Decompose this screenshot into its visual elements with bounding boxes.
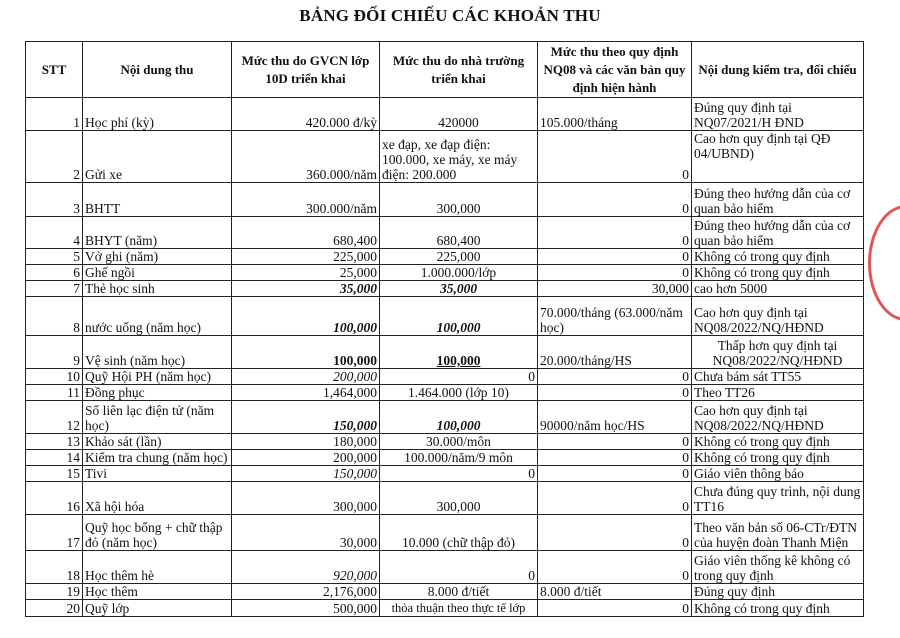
cell-stt: 2 [26, 131, 83, 183]
cell-regulation: 0 [538, 369, 692, 385]
table-row [26, 336, 864, 369]
cell-stt: 1 [26, 98, 83, 131]
table-row [26, 98, 864, 131]
cell-stt: 19 [26, 584, 83, 600]
cell-check: Cao hơn quy định tại NQ08/2022/NQ/HĐND [692, 401, 864, 434]
table-row [26, 515, 864, 551]
cell-stt: 7 [26, 281, 83, 297]
cell-stt: 10 [26, 369, 83, 385]
cell-content: Tivi [83, 466, 232, 482]
cell-check: Thấp hơn quy định tại NQ08/2022/NQ/HĐND [692, 336, 864, 369]
cell-school: 0 [380, 369, 538, 385]
cell-regulation: 0 [538, 265, 692, 281]
cell-regulation: 0 [538, 515, 692, 551]
table-row [26, 434, 864, 450]
cell-check: Cao hơn quy định tại NQ08/2022/NQ/HĐND [692, 297, 864, 336]
cell-stt: 16 [26, 482, 83, 515]
cell-school: 100,000 [380, 401, 538, 434]
cell-stt: 3 [26, 183, 83, 217]
cell-check: Theo TT26 [692, 385, 864, 401]
cell-check: cao hơn 5000 [692, 281, 864, 297]
cell-school: 100,000 [380, 336, 538, 369]
header-gvcn: Mức thu do GVCN lớp 10D triển khai [232, 42, 380, 98]
table-row [26, 401, 864, 434]
cell-gvcn: 35,000 [232, 281, 380, 297]
cell-check: Giáo viên thống kê không có trong quy định [692, 551, 864, 584]
cell-content: Học thêm hè [83, 551, 232, 584]
cell-stt: 13 [26, 434, 83, 450]
cell-stt: 15 [26, 466, 83, 482]
cell-content: Kiểm tra chung (năm học) [83, 450, 232, 466]
cell-gvcn: 200,000 [232, 450, 380, 466]
cell-content: Quỹ lớp [83, 600, 232, 617]
header-school: Mức thu do nhà trường triển khai [380, 42, 538, 98]
cell-regulation: 0 [538, 385, 692, 401]
cell-content: Ghế ngồi [83, 265, 232, 281]
table-row [26, 183, 864, 217]
cell-content: BHYT (năm) [83, 217, 232, 249]
table-row [26, 551, 864, 584]
cell-school: 100,000 [380, 297, 538, 336]
cell-check: Không có trong quy định [692, 265, 864, 281]
cell-stt: 17 [26, 515, 83, 551]
cell-regulation: 20.000/tháng/HS [538, 336, 692, 369]
cell-check: Đúng quy định tại NQ07/2021/H ĐND [692, 98, 864, 131]
cell-regulation: 90000/năm học/HS [538, 401, 692, 434]
cell-check: Không có trong quy định [692, 600, 864, 617]
cell-school: 0 [380, 551, 538, 584]
cell-school: 0 [380, 466, 538, 482]
cell-school: 30.000/môn [380, 434, 538, 450]
cell-stt: 20 [26, 600, 83, 617]
cell-check: Đúng theo hướng dẫn của cơ quan bảo hiểm [692, 183, 864, 217]
cell-school: 100.000/năm/9 môn [380, 450, 538, 466]
cell-check: Theo văn bản số 06-CTr/ĐTN của huyện đoàn Thanh Miện [692, 515, 864, 551]
cell-gvcn: 100,000 [232, 336, 380, 369]
table-row [26, 466, 864, 482]
cell-content: Đồng phục [83, 385, 232, 401]
cell-school: xe đạp, xe đạp điện: 100.000, xe máy, xe máy điện: 200.000 [380, 131, 538, 183]
cell-gvcn: 150,000 [232, 401, 380, 434]
cell-regulation: 105.000/tháng [538, 98, 692, 131]
cell-content: Quỹ học bổng + chữ thập đỏ (năm học) [83, 515, 232, 551]
page-title: BẢNG ĐỐI CHIẾU CÁC KHOẢN THU [299, 6, 601, 25]
table-row [26, 385, 864, 401]
cell-regulation: 8.000 đ/tiết [538, 584, 692, 600]
header-check: Nội dung kiểm tra, đối chiếu [692, 42, 864, 98]
cell-school: 1.464.000 (lớp 10) [380, 385, 538, 401]
cell-content: Xã hội hóa [83, 482, 232, 515]
cell-stt: 6 [26, 265, 83, 281]
cell-school: 1.000.000/lớp [380, 265, 538, 281]
cell-content: Thẻ học sinh [83, 281, 232, 297]
cell-regulation: 0 [538, 131, 692, 183]
cell-content: Vệ sinh (năm học) [83, 336, 232, 369]
cell-stt: 18 [26, 551, 83, 584]
cell-school: 300,000 [380, 183, 538, 217]
header-regulation: Mức thu theo quy định NQ08 và các văn bản quy định hiện hành [538, 42, 692, 98]
cell-gvcn: 680,400 [232, 217, 380, 249]
table-row [26, 131, 864, 183]
cell-school: 35,000 [380, 281, 538, 297]
cell-gvcn: 420.000 đ/kỳ [232, 98, 380, 131]
cell-check: Không có trong quy định [692, 249, 864, 265]
cell-gvcn: 920,000 [232, 551, 380, 584]
cell-check: Cao hơn quy định tại QĐ 04/UBND) [692, 131, 864, 183]
cell-regulation: 0 [538, 217, 692, 249]
cell-stt: 8 [26, 297, 83, 336]
cell-gvcn: 500,000 [232, 600, 380, 617]
cell-stt: 4 [26, 217, 83, 249]
cell-content: Vở ghi (năm) [83, 249, 232, 265]
table-row [26, 265, 864, 281]
cell-check: Không có trong quy định [692, 434, 864, 450]
cell-content: Sổ liên lạc điện tử (năm học) [83, 401, 232, 434]
cell-gvcn: 2,176,000 [232, 584, 380, 600]
cell-regulation: 30,000 [538, 281, 692, 297]
cell-regulation: 0 [538, 434, 692, 450]
cell-gvcn: 180,000 [232, 434, 380, 450]
cell-gvcn: 100,000 [232, 297, 380, 336]
cell-gvcn: 225,000 [232, 249, 380, 265]
table-row [26, 600, 864, 617]
cell-gvcn: 25,000 [232, 265, 380, 281]
cell-content: Quỹ Hội PH (năm học) [83, 369, 232, 385]
table-row [26, 249, 864, 265]
cell-regulation: 0 [538, 600, 692, 617]
cell-content: Gửi xe [83, 131, 232, 183]
cell-content: Khảo sát (lần) [83, 434, 232, 450]
table-row [26, 217, 864, 249]
cell-school: 680,400 [380, 217, 538, 249]
cell-gvcn: 300.000/năm [232, 183, 380, 217]
cell-content: Học phí (kỳ) [83, 98, 232, 131]
table-row [26, 369, 864, 385]
table-row [26, 281, 864, 297]
table-row [26, 482, 864, 515]
red-stamp-seal [868, 205, 900, 321]
cell-stt: 14 [26, 450, 83, 466]
cell-check: Không có trong quy định [692, 450, 864, 466]
cell-gvcn: 360.000/năm [232, 131, 380, 183]
cell-stt: 9 [26, 336, 83, 369]
table-row [26, 584, 864, 600]
table-header-row [26, 42, 864, 98]
cell-school: thỏa thuận theo thực tế lớp [380, 600, 538, 617]
cell-check: Chưa bám sát TT55 [692, 369, 864, 385]
fee-comparison-table [25, 41, 864, 617]
cell-regulation: 0 [538, 482, 692, 515]
cell-check: Đúng quy định [692, 584, 864, 600]
cell-regulation: 0 [538, 466, 692, 482]
cell-school: 10.000 (chữ thập đỏ) [380, 515, 538, 551]
cell-regulation: 0 [538, 249, 692, 265]
cell-check: Giáo viên thông báo [692, 466, 864, 482]
cell-content: Học thêm [83, 584, 232, 600]
cell-check: Chưa đúng quy trình, nội dung TT16 [692, 482, 864, 515]
cell-gvcn: 30,000 [232, 515, 380, 551]
cell-school: 300,000 [380, 482, 538, 515]
cell-regulation: 70.000/tháng (63.000/năm học) [538, 297, 692, 336]
cell-gvcn: 1,464,000 [232, 385, 380, 401]
cell-gvcn: 300,000 [232, 482, 380, 515]
table-row [26, 450, 864, 466]
header-content: Nội dung thu [83, 42, 232, 98]
cell-regulation: 0 [538, 183, 692, 217]
cell-stt: 11 [26, 385, 83, 401]
cell-content: nước uống (năm học) [83, 297, 232, 336]
cell-regulation: 0 [538, 450, 692, 466]
cell-stt: 12 [26, 401, 83, 434]
cell-regulation: 0 [538, 551, 692, 584]
cell-gvcn: 150,000 [232, 466, 380, 482]
table-row [26, 297, 864, 336]
cell-gvcn: 200,000 [232, 369, 380, 385]
header-stt: STT [26, 42, 83, 98]
cell-content: BHTT [83, 183, 232, 217]
cell-stt: 5 [26, 249, 83, 265]
cell-check: Đúng theo hướng dẫn của cơ quan bảo hiểm [692, 217, 864, 249]
cell-school: 420000 [380, 98, 538, 131]
cell-school: 8.000 đ/tiết [380, 584, 538, 600]
cell-school: 225,000 [380, 249, 538, 265]
